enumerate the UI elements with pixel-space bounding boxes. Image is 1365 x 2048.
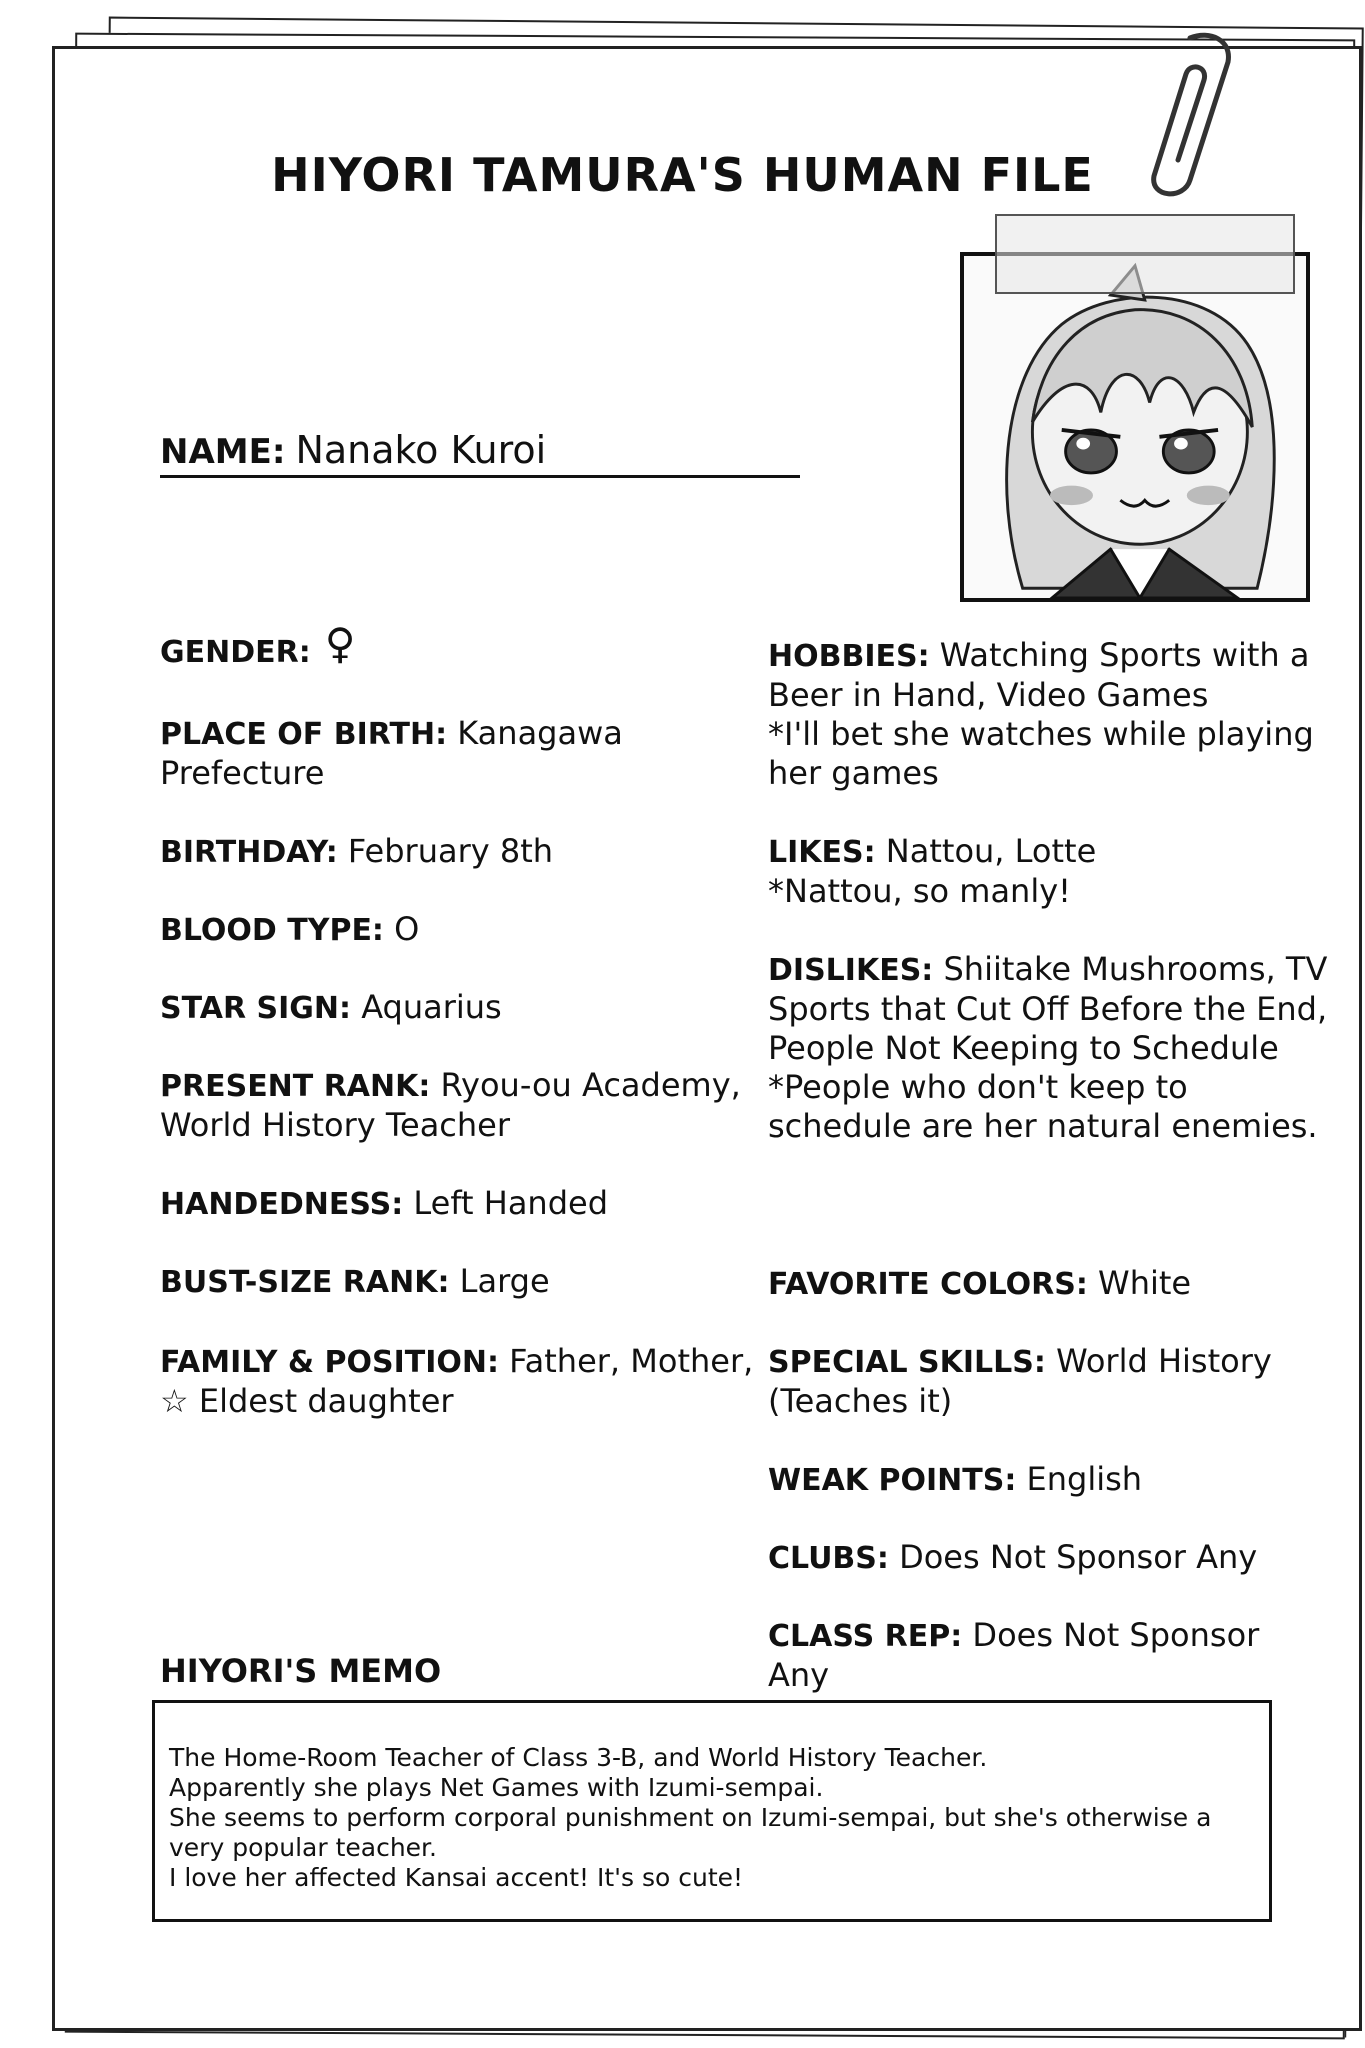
- place-of-birth-field: [160, 714, 760, 793]
- family-position-label: FAMILY & POSITION:: [160, 1345, 499, 1380]
- birthday-label: BIRTHDAY:: [160, 835, 338, 870]
- hobbies-field: [768, 636, 1328, 793]
- memo-line: The Home-Room Teacher of Class 3-B, and World History Teacher.: [169, 1743, 988, 1772]
- memo-line: Apparently she plays Net Games with Izumi-sempai.: [169, 1773, 824, 1802]
- page-title: HIYORI TAMURA'S HUMAN FILE: [271, 148, 1094, 202]
- likes-note: *Nattou, so manly!: [768, 872, 1071, 910]
- place-of-birth-value: Kanagawa Prefecture: [160, 714, 623, 792]
- memo-line: very popular teacher.: [169, 1833, 437, 1862]
- clubs-field: [768, 1538, 1328, 1578]
- class-rep-label: CLASS REP:: [768, 1619, 963, 1654]
- present-rank-field: [160, 1066, 760, 1145]
- star-sign-value: Aquarius: [361, 988, 502, 1026]
- gender-label: GENDER:: [160, 635, 311, 670]
- memo-title: HIYORI'S MEMO: [160, 1652, 442, 1690]
- dislikes-field: [768, 950, 1328, 1146]
- bust-size-label: BUST-SIZE RANK:: [160, 1265, 450, 1300]
- hobbies-value: Watching Sports with a Beer in Hand, Video Games: [768, 636, 1310, 714]
- birthday-field: [160, 832, 760, 872]
- handedness-value: Left Handed: [413, 1184, 609, 1222]
- name-label: NAME:: [160, 432, 286, 472]
- blood-type-field: [160, 910, 760, 950]
- portrait-drawing: [964, 256, 1306, 598]
- likes-field: [768, 832, 1328, 911]
- blood-type-value: O: [394, 910, 420, 948]
- star-sign-field: [160, 988, 760, 1028]
- special-skills-label: SPECIAL SKILLS:: [768, 1345, 1046, 1380]
- birthday-value: February 8th: [347, 832, 554, 870]
- dislikes-label: DISLIKES:: [768, 953, 934, 988]
- favorite-colors-field: [768, 1264, 1328, 1304]
- class-rep-field: [768, 1616, 1328, 1695]
- female-symbol-icon: ♀: [324, 619, 356, 668]
- name-value: Nanako Kuroi: [295, 428, 547, 472]
- clubs-value: Does Not Sponsor Any: [899, 1538, 1258, 1576]
- blood-type-label: BLOOD TYPE:: [160, 913, 384, 948]
- hobbies-label: HOBBIES:: [768, 639, 930, 674]
- clubs-label: CLUBS:: [768, 1541, 889, 1576]
- favorite-colors-label: FAVORITE COLORS:: [768, 1267, 1088, 1302]
- bust-size-field: [160, 1262, 760, 1302]
- handedness-field: [160, 1184, 760, 1224]
- star-sign-label: STAR SIGN:: [160, 991, 352, 1026]
- place-of-birth-label: PLACE OF BIRTH:: [160, 717, 448, 752]
- name-field: [160, 428, 800, 478]
- memo-box: [152, 1700, 1272, 1922]
- present-rank-value: Ryou-ou Academy, World History Teacher: [160, 1066, 741, 1144]
- character-portrait: [960, 252, 1310, 602]
- tape-strip: [995, 214, 1295, 294]
- weak-points-label: WEAK POINTS:: [768, 1463, 1017, 1498]
- bust-size-value: Large: [459, 1262, 550, 1300]
- weak-points-field: [768, 1460, 1328, 1500]
- family-position-field: [160, 1342, 760, 1421]
- hobbies-note: *I'll bet she watches while playing her games: [768, 715, 1314, 792]
- dislikes-value: Shiitake Mushrooms, TV Sports that Cut Off Before the End, People Not Keeping to Schedule: [768, 950, 1328, 1067]
- present-rank-label: PRESENT RANK:: [160, 1069, 431, 1104]
- favorite-colors-value: White: [1098, 1264, 1192, 1302]
- special-skills-value: World History (Teaches it): [768, 1342, 1272, 1420]
- class-rep-value: Does Not Sponsor Any: [768, 1616, 1260, 1694]
- likes-value: Nattou, Lotte: [885, 832, 1097, 870]
- family-position-value: Father, Mother, ☆ Eldest daughter: [160, 1342, 754, 1420]
- memo-line: She seems to perform corporal punishment on Izumi-sempai, but she's otherwise a: [169, 1803, 1212, 1832]
- handedness-label: HANDEDNESS:: [160, 1187, 404, 1222]
- gender-field: [160, 619, 760, 672]
- dislikes-note: *People who don't keep to schedule are her natural enemies.: [768, 1068, 1318, 1145]
- memo-line: I love her affected Kansai accent! It's so cute!: [169, 1863, 744, 1892]
- special-skills-field: [768, 1342, 1328, 1421]
- weak-points-value: English: [1026, 1460, 1143, 1498]
- likes-label: LIKES:: [768, 835, 876, 870]
